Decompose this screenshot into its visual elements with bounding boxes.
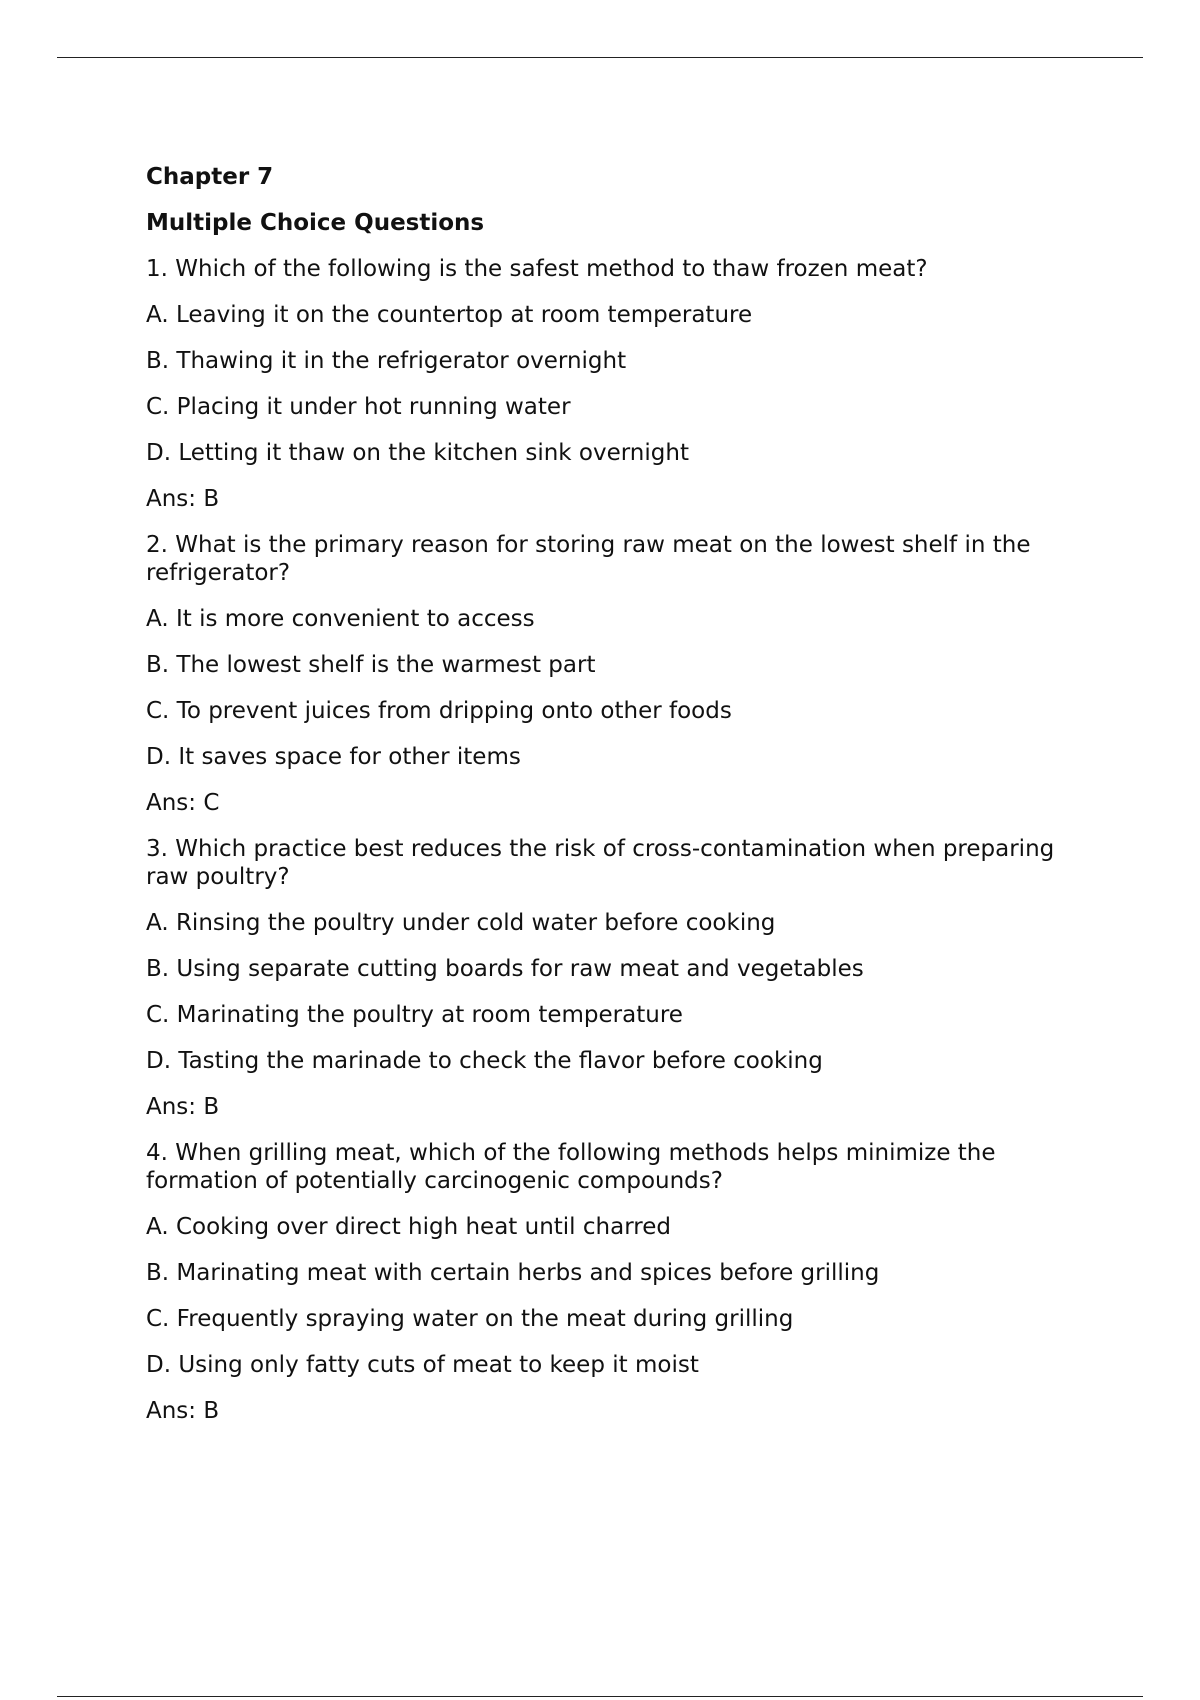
option-b: B. Thawing it in the refrigerator overnight xyxy=(146,348,627,374)
option-d: D. It saves space for other items xyxy=(146,744,521,770)
section-title: Multiple Choice Questions xyxy=(146,210,485,236)
question-text: 3. Which practice best reduces the risk of cross-contamination when preparing raw poultry? xyxy=(146,836,1055,890)
chapter-title: Chapter 7 xyxy=(146,164,274,190)
answer-key: Ans: C xyxy=(146,790,220,816)
option-a: A. Rinsing the poultry under cold water before cooking xyxy=(146,910,776,936)
question-block-3 xyxy=(146,835,1086,1121)
option-a: A. Leaving it on the countertop at room temperature xyxy=(146,302,753,328)
question-text: 1. Which of the following is the safest method to thaw frozen meat? xyxy=(146,256,928,282)
question-block-2 xyxy=(146,531,1086,817)
question-text: 2. What is the primary reason for storing raw meat on the lowest shelf in the refrigerator? xyxy=(146,532,1031,586)
option-d: D. Tasting the marinade to check the flavor before cooking xyxy=(146,1048,823,1074)
question-block-4 xyxy=(146,1139,1086,1425)
option-b: B. Marinating meat with certain herbs and spices before grilling xyxy=(146,1260,880,1286)
option-c: C. Placing it under hot running water xyxy=(146,394,571,420)
top-divider xyxy=(57,57,1143,58)
answer-key: Ans: B xyxy=(146,486,220,512)
option-d: D. Letting it thaw on the kitchen sink overnight xyxy=(146,440,689,466)
document-body xyxy=(146,163,1086,1443)
answer-key: Ans: B xyxy=(146,1398,220,1424)
option-c: C. To prevent juices from dripping onto other foods xyxy=(146,698,732,724)
bottom-divider xyxy=(57,1696,1143,1697)
option-c: C. Marinating the poultry at room temperature xyxy=(146,1002,683,1028)
option-b: B. The lowest shelf is the warmest part xyxy=(146,652,596,678)
option-a: A. It is more convenient to access xyxy=(146,606,535,632)
answer-key: Ans: B xyxy=(146,1094,220,1120)
option-c: C. Frequently spraying water on the meat during grilling xyxy=(146,1306,794,1332)
option-b: B. Using separate cutting boards for raw meat and vegetables xyxy=(146,956,864,982)
option-a: A. Cooking over direct high heat until charred xyxy=(146,1214,671,1240)
option-d: D. Using only fatty cuts of meat to keep it moist xyxy=(146,1352,699,1378)
question-block-1 xyxy=(146,255,1086,513)
question-text: 4. When grilling meat, which of the following methods helps minimize the formation of potentially carcinogenic compounds? xyxy=(146,1140,996,1194)
